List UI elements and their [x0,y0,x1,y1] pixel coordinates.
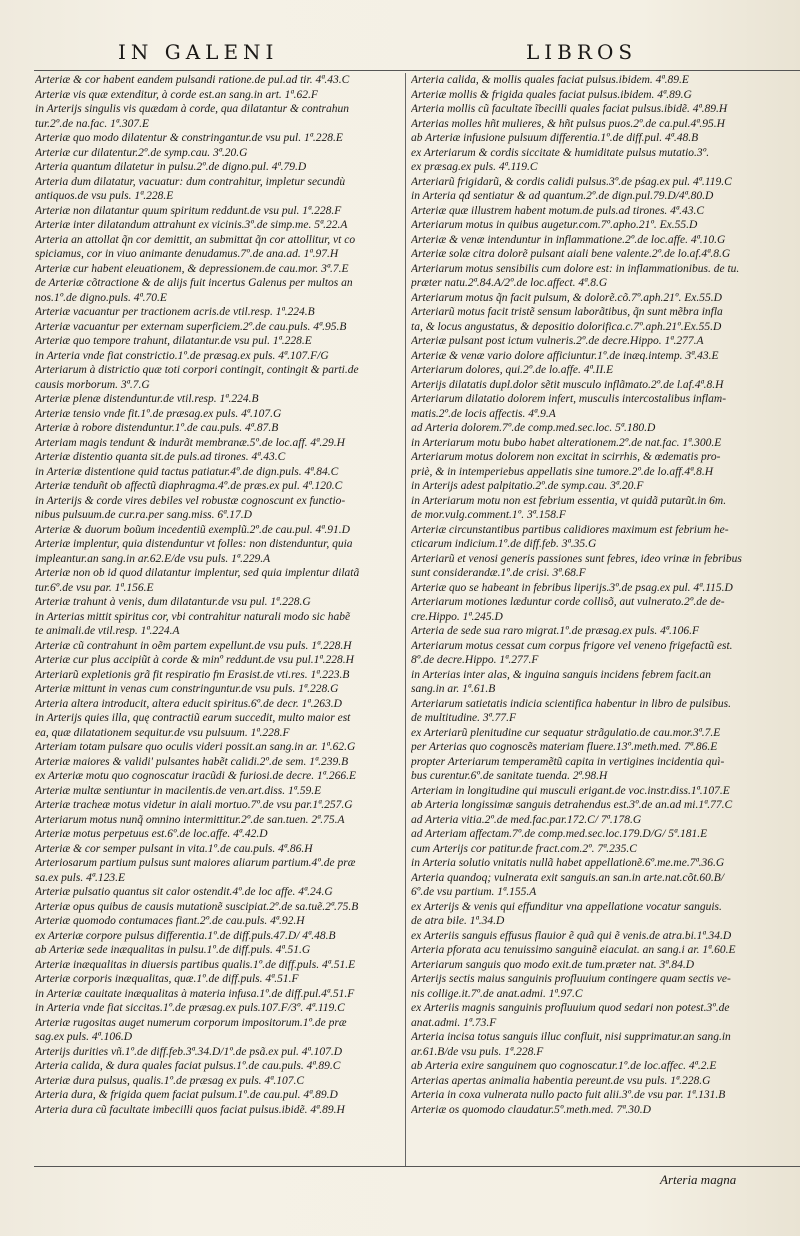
index-entry-line: Arteria an attollat q̃n cor demittit, an submittat q̃n cor attollitur, vt co [35,233,356,246]
index-entry-line: Arteriæ vis quæ extenditur, à corde est.an sang.in art. 1ª.62.F [35,88,318,101]
index-entry-line: Arteria de sede sua raro migrat.1º.de præsag.ex puls. 4ª.106.F [411,625,700,637]
index-entry-line: Arteria dura, & frigida quem faciat pulsum.1º.de cau.pul. 4ª.89.D [35,1089,338,1101]
index-entry-line: tur.2º.de na.fac. 1ª.307.E [35,117,150,130]
index-entry-line: Arteriæ distentio quanta sit.de puls.ad tirones. 4ª.43.C [35,451,286,463]
index-entry-line: præter natu.2ª.84.A/2º.de loc.affect. 4ª.8.G [411,277,608,289]
index-entry-line: Arteria quantum dilatetur in pulsu.2º.de digno.pul. 4ª.79.D [35,161,307,173]
index-entry-line: Arteriæ vacuantur per externam superficiem.2º.de cau.puls. 4ª.95.B [35,320,347,333]
index-entry-line: Arteria calida, & dura quales faciat pulsus.1º.de cau.puls. 4ª.89.C [35,1060,341,1072]
index-entry-line: spiciamus, cor in viuo animante denudamus.7º.de ana.ad. 1ª.97.H [35,248,339,260]
index-entry-line: Arteriæ mittunt in venas cum constringuntur.de vsu puls. 1ª.228.G [35,683,339,695]
footer-rule [34,1166,800,1167]
index-entry-line: ab Arteriæ infusione pulsuum differentia.1º.de diff.pul. 4ª.48.B [411,132,699,144]
index-entry-line: Arteriarum motiones læduntur corde collisõ, aut vulnerato.2º.de de- [411,596,725,608]
running-head-left: IN GALENI [118,40,279,64]
index-column-left [35,73,400,1117]
index-entry-line: ex Arteriarũ plenitudine cur sequatur strãgulatio.de cau.mor.3ª.7.E [411,726,721,739]
index-entry-line: Arteriæ trahunt à venis, dum dilatantur.de vsu pul. 1ª.228.G [35,596,311,608]
index-entry-line: Arteriarum satietatis indicia scientifica habentur in libro de pulsibus. [411,697,731,710]
index-entry-line: nis collige.it.7º.de anat.admi. 1ª.97.C [411,987,583,1000]
index-entry-line: ex Arteriæ corpore pulsus differentia.1º.de diff.puls.47.D/ 4ª.48.B [35,929,336,942]
index-entry-line: Arteriæ os quomodo claudatur.5º.meth.med. 7ª.30.D [411,1103,651,1116]
index-entry-line: in Arteria qd sentiatur & ad quantum.2º.de dign.pul.79.D/4ª.80.D [411,190,714,202]
index-entry-line: causis morborum. 3ª.7.G [35,378,150,391]
catchword: Arteria magna [660,1172,737,1187]
index-entry-line: Arteriæ inter dilatandum attrahunt ex vicinis.3º.de simp.me. 5ª.22.A [35,219,348,231]
index-entry-line: Arteriæ à robore distenduntur.1º.de cau.puls. 4ª.87.B [35,422,279,434]
index-entry-line: Arteriæ quæ illustrem habent motum.de puls.ad tirones. 4ª.43.C [411,204,705,217]
index-column-right [411,73,776,1117]
index-entry-line: Arteriæ circunstantibus partibus calidiores maximum est febrium he- [411,523,729,536]
index-entry-line: propter Arteriarum temperamẽtũ capita in vertigines incidentia quì- [411,755,725,768]
index-entry-line: Arteriam in longitudine qui musculi erigant.de voc.instr.diss.1ª.107.E [411,784,730,797]
index-entry-line: in Arterijs & corde vires debiles vel robustæ cognoscunt ex functio- [35,494,346,507]
index-entry-line: Arterijs dilatatis dupl.dolor sẽtit musculo inflãmato.2º.de l.af.4ª.8.H [411,378,724,391]
index-entry-line: in Arteriarum motu non est febrium essentia, vt quidã putarũt.in 6m. [411,494,727,507]
index-entry-line: cre.Hippo. 1ª.245.D [411,610,503,623]
index-entry-line: in Arterias mittit spiritus cor, vbi contrahitur naturali modo sic habẽ [35,610,351,623]
index-entry-line: Arteriæ & venæ intenduntur in inflammatione.2º.de loc.affe. 4ª.10.G [411,233,726,246]
index-entry-line: Arteriarũ expletionis grã fit respiratio fm Erasist.de vti.res. 1ª.223.B [35,668,350,681]
index-entry-line: ex Arterijs & venis qui effunditur vna appellatione vocatur sanguis. [411,900,722,913]
index-entry-line: de atra bile. 1ª.34.D [411,915,505,927]
index-entry-line: in Arterijs singulis vis quædam à corde, qua dilatantur & contrahun [35,103,350,115]
index-entry-line: Arteriæ opus quibus de causis mutationẽ suscipiat.2º.de sa.tuẽ.2ª.75.B [35,900,359,913]
index-entry-line: ex Arteriarum & cordis siccitate & humiditate pulsus mutatio.3º. [411,146,710,159]
index-entry-line: Arteriam totam pulsare quo oculis videri possit.an sang.in ar. 1ª.62.G [35,741,356,753]
index-entry-line: Arteriæ tenduñt ob affectũ diaphragma.4º.de præs.ex pul. 4ª.120.C [35,480,343,492]
index-entry-line: in Arteriæ cauitate inæqualitas à materia infusa.1º.de diff.pul.4ª.51.F [35,987,355,1000]
index-entry-line: Arteriæ maiores & validi' pulsantes habẽt calidi.2º.de sem. 1ª.239.B [35,755,349,768]
index-entry-line: bus curentur.6º.de sanitate tuenda. 2ª.98.H [411,770,608,782]
header-rule [34,70,800,71]
index-entry-line: Arteriarũ motus facit tristẽ sensum laborãtibus, q̃n sunt mẽbra infla [411,306,723,318]
index-entry-line: Arteria calida, & mollis quales faciat pulsus.ibidem. 4ª.89.E [411,74,689,86]
index-entry-line: Arteria pforata acu tenuissimo sanguinẽ eiaculat. an sang.i ar. 1ª.60.E [411,944,736,956]
index-entry-line: sag.ex puls. 4ª.106.D [35,1031,133,1043]
index-entry-line: Arteriæ rugositas auget numerum corporum impositorum.1º.de præ [35,1016,347,1029]
index-entry-line: antiquos.de vsu puls. 1ª.228.E [35,190,174,202]
index-entry-line: Arteriarum motus in quibus augetur.com.7º.apho.21º. Ex.55.D [411,219,698,231]
index-entry-line: Arteriarum dolores, qui.2º.de lo.affe. 4ª.II.E [411,364,614,376]
index-entry-line: Arteriæ solæ citra dolorẽ pulsant aiali bene valente.2º.de lo.af.4ª.8.G [411,248,731,260]
index-entry-line: Arteriæ corporis inæqualitas, quæ.1º.de diff.puls. 4ª.51.F [35,973,299,985]
index-entry-line: Arteria mollis cũ facultate ĩbecilli quales faciat pulsus.ibidẽ. 4ª.89.H [411,103,728,115]
index-entry-line: ex præsag.ex puls. 4ª.119.C [411,161,538,173]
index-entry-line: in Arteriarum motu bubo habet alterationem.2º.de nat.fac. 1ª.300.E [411,436,722,449]
index-entry-line: Arteriæ tensio vnde fit.1º.de præsag.ex puls. 4ª.107.G [35,407,282,420]
index-entry-line: Arteriæ quomodo contumaces fiant.2º.de cau.puls. 4ª.92.H [35,915,305,927]
index-entry-line: Arteriæ & cor habent eandem pulsandi ratione.de pul.ad tir. 4ª.43.C [35,74,350,86]
index-entry-line: Arteriæ quo se habeant in febribus liperijs.3º.de psag.ex pul. 4ª.115.D [411,581,733,594]
index-entry-line: Arteria in coxa vulnerata nullo pacto fuit alii.3º.de vsu par. 1ª.131.B [411,1089,726,1101]
index-entry-line: ad Arteria vitia.2º.de med.fac.par.172.C/ 7ª.178.G [411,813,642,826]
index-entry-line: de multitudine. 3ª.77.F [411,712,517,724]
index-entry-line: de mor.vulg.comment.1º. 3ª.158.F [411,509,566,521]
index-entry-line: ab Arteriæ sede inæqualitas in pulsu.1º.de diff.puls. 4ª.51.G [35,944,311,956]
index-entry-line: ex Arteriis sanguis effusus flauior ẽ quã qui ẽ venis.de atra.bi.1ª.34.D [411,929,732,942]
index-entry-line: per Arterias quo cognoscẽs materiam fluere.13º.meth.med. 7ª.86.E [411,741,718,753]
index-entry-line: cum Arterijs cor patitur.de fract.com.2º. 7ª.235.C [411,842,637,855]
index-entry-line: Arteriarũ et venosi generis passiones sunt febres, ideo vrinæ in febribus [411,552,742,565]
index-entry-line: in Arteria vnde fiat constrictio.1º.de præsag.ex puls. 4ª.107.F/G [35,349,329,362]
index-entry-line: ad Arteria dolorem.7º.de comp.med.sec.loc. 5ª.180.D [411,422,656,434]
index-entry-line: impleantur.an sang.in ar.62.E/de vsu puls. 1ª.229.A [35,552,271,565]
index-entry-line: Arteriæ inæqualitas in diuersis partibus qualis.1º.de diff.puls. 4ª.51.E [35,958,356,971]
index-entry-line: ex Arteriæ motu quo cognoscatur iracũdi & furiosi.de decre. 1ª.266.E [35,770,356,782]
index-entry-line: Arteriæ non ob id quod dilatantur implentur, sed quia implentur dilatã [35,567,360,579]
index-entry-line: Arteriarum dilatatio dolorem infert, musculis intercostalibus inflam- [411,393,727,405]
index-entry-line: in Arterijs adest palpitatio.2º.de symp.cau. 3ª.20.F [411,480,644,492]
index-entry-line: Arteriæ & duorum boũum incedentiũ exemplũ.2º.de cau.pul. 4ª.91.D [35,523,350,536]
index-entry-line: Arteriarum à districtio quæ toti corpori contingit, contingit & parti.de [35,364,359,376]
index-entry-line: de Arteriæ cõtractione & de alijs fuit incertus Galenus per multos an [35,277,353,289]
index-entry-line: sa.ex puls. 4ª.123.E [35,871,126,884]
index-entry-line: Arteria dura cũ facultate imbecilli quos faciat pulsus.ibidẽ. 4ª.89.H [35,1103,345,1116]
index-entry-line: ab Arteria exire sanguinem quo cognoscatur.1º.de loc.affec. 4ª.2.E [411,1060,717,1072]
index-entry-line: Arteriosarum partium pulsus sunt maiores aliarum partium.4º.de præ [35,857,356,869]
index-entry-line: ad Arteriam affectam.7º.de comp.med.sec.loc.179.D/G/ 5ª.181.E [411,828,708,840]
index-entry-line: Arterijs durities vñ.1º.de diff.feb.3ª.34.D/1º.de psã.ex pul. 4ª.107.D [35,1045,343,1058]
index-entry-line: cticarum indicium.1º.de diff.feb. 3ª.35.G [411,538,597,550]
index-entry-line: Arteriarum sanguis quo modo exit.de tum.præter nat. 3ª.84.D [411,958,694,971]
index-entry-line: anat.admi. 1ª.73.F [411,1016,497,1029]
index-entry-line: Arterias apertas animalia habentia pereunt.de vsu puls. 1ª.228.G [411,1074,711,1087]
index-entry-line: Arteria dum dilatatur, vacuatur: dum contrahitur, impletur secundù [35,175,346,188]
index-entry-line: Arteriæ & venæ vario dolore afficiuntur.1º.de inæq.intemp. 3ª.43.E [411,349,719,362]
index-entry-line: Arteriarũ frigidarũ, & cordis calidi pulsus.3º.de pśag.ex pul. 4ª.119.C [411,175,732,188]
index-entry-line: in Arteria vnde fiat siccitas.1º.de præsag.ex puls.107.F/3º. 4ª.119.C [35,1002,345,1014]
index-entry-line: Arteriarum motus q̃n facit pulsum, & dolorẽ.cõ.7º.aph.21º. Ex.55.D [411,291,722,304]
index-entry-line: nos.1º.de digno.puls. 4ª.70.E [35,291,167,304]
index-entry-line: ea, quæ dilatationem sequitur.de vsu pulsuum. 1ª.228.F [35,726,290,739]
index-entry-line: Arteriæ motus perpetuus est.6º.de loc.affe. 4ª.42.D [35,828,268,840]
index-entry-line: Arteriæ cur dilatentur.2º.de symp.cau. 3ª.20.G [35,146,248,159]
index-entry-line: in Arteriæ distentione quid tactus patiatur.4º.de dign.puls. 4ª.84.C [35,465,339,478]
index-entry-line: Arteriæ quo modo dilatentur & constringantur.de vsu pul. 1ª.228.E [35,132,343,144]
index-entry-line: Arteriarum motus sensibilis cum dolore est: in inflammationibus. de tu. [411,262,740,275]
index-entry-line: 6º.de vsu partium. 1ª.155.A [411,886,537,898]
index-entry-line: Arteriæ cur plus accipiũt à corde & minº reddunt.de vsu pul.1ª.228.H [35,654,354,666]
index-entry-line: tur.6º.de vsu par. 1ª.156.E [35,581,154,594]
index-entry-line: Arterijs sectis maius sanguinis profluuium contingere quam sectis ve- [411,973,731,985]
index-entry-line: matis.2º.de locis affectis. 4ª.9.A [411,407,556,420]
index-entry-line: Arteriæ cur habent eleuationem, & depressionem.de cau.mor. 3ª.7.E [35,262,349,275]
index-entry-line: Arteriæ quo tempore trahunt, dilatantur.de vsu pul. 1ª.228.E [35,335,312,347]
index-entry-line: Arteriarum motus cessat cum corpus frigore vel veneno frigefactũ est. [411,639,733,652]
index-entry-line: priè, & in intemperiebus appellatis sine tumore.2º.de lo.aff.4ª.8.H [411,465,714,478]
index-entry-line: 8º.de decre.Hippo. 1ª.277.F [411,654,539,666]
index-entry-line: Arterias molles hñt mulieres, & hñt pulsus puos.2º.de ca.pul.4ª.95.H [411,117,725,130]
index-entry-line: sang.in ar. 1ª.61.B [411,683,496,695]
index-entry-line: in Arterias inter alas, & inguina sanguis incidens febrem facit.an [411,668,711,681]
index-entry-line: Arteriam magis tendunt & indurãt membranæ.5º.de loc.aff. 4ª.29.H [35,436,345,449]
index-entry-line: Arteriæ tracheæ motus videtur in aiali mortuo.7º.de vsu par.1ª.257.G [35,799,353,811]
index-entry-line: Arteriarum motus nunq̃ omnino intermittitur.2º.de san.tuen. 2ª.75.A [35,813,345,826]
running-head-right: LIBROS [526,40,638,64]
index-entry-line: ab Arteria longissimæ sanguis detrahendus est.3º.de an.ad mi.1ª.77.C [411,799,733,811]
index-entry-line: nibus pulsuum.de cur.ra.per sang.miss. 6ª.17.D [35,509,252,521]
index-entry-line: Arteriæ pulsant post ictum vulneris.2º.de decre.Hippo. 1ª.277.A [411,335,704,347]
index-entry-line: Arteriæ implentur, quia distenduntur vt folles: non distenduntur, quia [35,538,353,550]
index-entry-line: Arteriæ cũ contrahunt in oẽm partem expellunt.de vsu puls. 1ª.228.H [35,639,352,652]
index-entry-line: Arteriæ pulsatio quantus sit calor ostendit.4º.de loc affe. 4ª.24.G [35,886,333,898]
index-entry-line: te animali.de vtil.resp. 1ª.224.A [35,625,180,637]
index-entry-line: sunt considerandæ.1º.de crisi. 3ª.68.F [411,567,586,579]
index-entry-line: Arteriæ plenæ distenduntur.de vtil.resp. 1ª.224.B [35,393,259,405]
index-entry-line: ar.61.B/de vsu puls. 1ª.228.F [411,1045,544,1058]
index-entry-line: Arteriæ mollis & frigida quales faciat pulsus.ibidem. 4ª.89.G [411,88,692,101]
index-entry-line: Arteriæ dura pulsus, qualis.1º.de præsag ex puls. 4ª.107.C [35,1074,305,1087]
index-entry-line: Arteria incisa totus sanguis illuc confluit, nisi supprimatur.an sang.in [411,1031,731,1043]
index-entry-line: Arteriæ non dilatantur quum spiritum reddunt.de vsu pul. 1ª.228.F [35,204,342,217]
index-entry-line: in Arteria solutio vnitatis nullã habet appellationẽ.6º.me.me.7ª.36.G [411,857,725,869]
index-entry-line: Arteriæ vacuantur per tractionem acris.de vtil.resp. 1ª.224.B [35,306,315,318]
index-entry-line: ex Arteriis magnis sanguinis profluuium quod sedari non potest.3º.de [411,1002,730,1014]
index-entry-line: Arteriæ multæ sentiuntur in macilentis.de ven.art.diss. 1ª.59.E [35,784,322,797]
index-entry-line: Arteria quandoq; vulnerata exit sanguis.an san.in arte.nat.cõt.60.B/ [411,871,725,884]
index-entry-line: Arteriarum motus dolorem non excitat in scirrhis, & œdematis pro- [411,451,721,463]
column-divider [405,73,406,1166]
index-entry-line: in Arterijs quies illa, quę contractiũ earum succedit, multo maior est [35,712,351,724]
index-entry-line: Arteria altera introducit, altera educit spiritus.6º.de decr. 1ª.263.D [35,697,342,710]
index-entry-line: ta, & locus angustatus, & depositio dolorifica.c.7º.aph.21º.Ex.55.D [411,320,722,333]
index-entry-line: Arteriæ & cor semper pulsant in vita.1º.de cau.puls. 4ª.86.H [35,842,313,855]
